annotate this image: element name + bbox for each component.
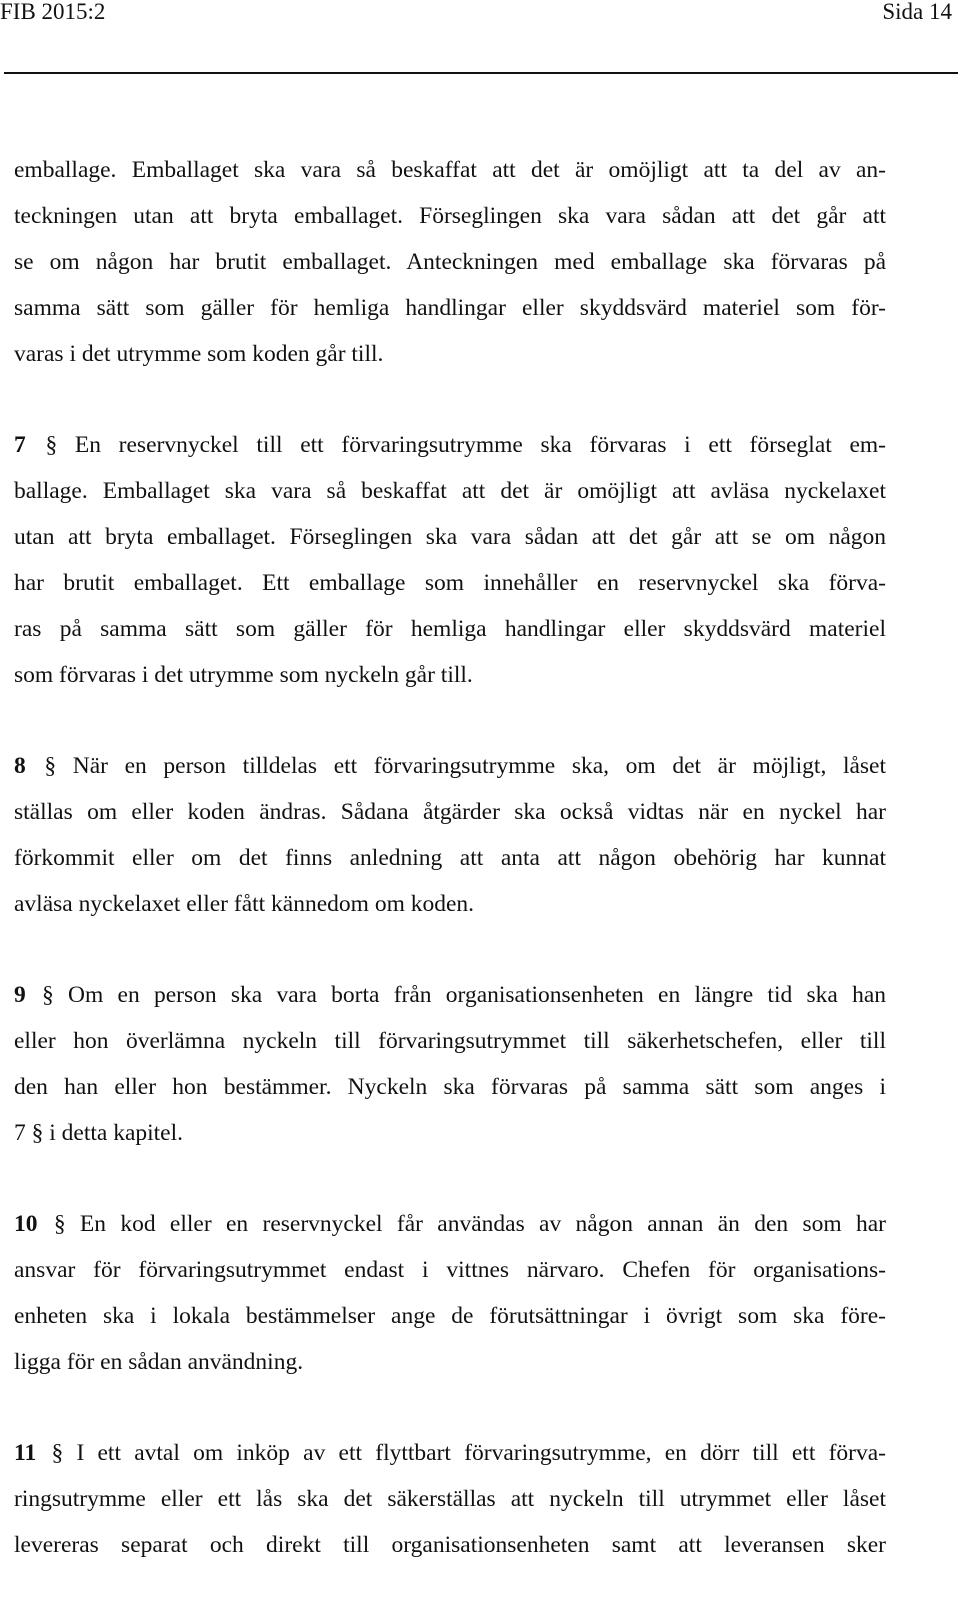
section-sign: § <box>51 1440 64 1466</box>
text-line: den han eller hon bestämmer. Nyckeln ska förvaras på samma sätt som anges i <box>14 1074 886 1100</box>
text-line <box>14 743 886 789</box>
text-line: enheten ska i lokala bestämmelser ange de förutsättningar i övrigt som ska före- <box>14 1303 886 1329</box>
text-line: ligga för en sådan användning. <box>14 1349 304 1375</box>
text-line: utan att bryta emballaget. Förseglingen ska vara sådan att det går att se om någon <box>14 524 886 550</box>
section-9 <box>14 972 886 1156</box>
page-header <box>0 0 952 30</box>
text-line: ringsutrymme eller ett lås ska det säkerställas att nyckeln till utrymmet eller låset <box>14 1486 886 1512</box>
section-sign: § <box>44 753 57 779</box>
section-number: 8 <box>14 753 26 779</box>
text-line <box>14 972 886 1018</box>
text-line: emballage. Emballaget ska vara så beskaffat att det är omöjligt att ta del av an- <box>14 157 886 183</box>
text-line-content: När en person tilldelas ett förvaringsutrymme ska, om det är möjligt, låset <box>72 753 887 779</box>
text-line: eller hon överlämna nyckeln till förvaringsutrymmet till säkerhetschefen, eller till <box>14 1028 886 1054</box>
text-line: ansvar för förvaringsutrymmet endast i vittnes närvaro. Chefen för organisations- <box>14 1257 886 1283</box>
text-line <box>14 1201 886 1247</box>
text-line: har brutit emballaget. Ett emballage som innehåller en reservnyckel ska förva- <box>14 570 886 596</box>
text-line-content: I ett avtal om inköp av ett flyttbart förvaringsutrymme, en dörr till ett förva- <box>76 1440 886 1466</box>
section-7 <box>14 422 886 698</box>
text-line: teckningen utan att bryta emballaget. Förseglingen ska vara sådan att det går att <box>14 203 886 229</box>
section-sign: § <box>42 982 54 1008</box>
text-line: förkommit eller om det finns anledning att anta att någon obehörig har kunnat <box>14 845 886 871</box>
text-line: ballage. Emballaget ska vara så beskaffat att det är omöjligt att avläsa nyckelaxet <box>14 478 886 504</box>
section-sign: § <box>53 1211 66 1237</box>
text-line-content: Om en person ska vara borta från organisationsenheten en längre tid ska han <box>68 982 887 1008</box>
text-line-content: En reservnyckel till ett förvaringsutrymme ska förvaras i ett förseglat em- <box>74 432 886 458</box>
text-line-content: En kod eller en reservnyckel får användas av någon annan än den som har <box>79 1211 887 1237</box>
section-number: 7 <box>14 432 26 458</box>
text-line: se om någon har brutit emballaget. Anteckningen med emballage ska förvaras på <box>14 249 886 275</box>
text-line: samma sätt som gäller för hemliga handlingar eller skyddsvärd materiel som för- <box>14 295 886 321</box>
text-line: ställas om eller koden ändras. Sådana åtgärder ska också vidtas när en nyckel har <box>14 799 886 825</box>
text-line: som förvaras i det utrymme som nyckeln går till. <box>14 662 473 688</box>
section-number: 11 <box>14 1440 37 1466</box>
document-id: FIB 2015:2 <box>0 0 106 24</box>
text-line: levereras separat och direkt till organisationsenheten samt att leveransen sker <box>14 1532 886 1558</box>
paragraph-continuation <box>14 147 886 377</box>
section-8 <box>14 743 886 927</box>
document-body <box>14 147 886 1613</box>
text-line: avläsa nyckelaxet eller fått kännedom om koden. <box>14 891 475 917</box>
section-number: 9 <box>14 982 26 1008</box>
text-line <box>14 1430 886 1476</box>
page-number: Sida 14 <box>882 0 952 24</box>
text-line: ras på samma sätt som gäller för hemliga handlingar eller skyddsvärd materiel <box>14 616 886 642</box>
section-10 <box>14 1201 886 1385</box>
section-sign: § <box>45 432 58 458</box>
section-number: 10 <box>14 1211 38 1237</box>
text-line: 7 § i detta kapitel. <box>14 1120 184 1146</box>
section-11 <box>14 1430 886 1568</box>
text-line: varas i det utrymme som koden går till. <box>14 341 384 367</box>
text-line <box>14 422 886 468</box>
header-divider <box>4 72 958 74</box>
